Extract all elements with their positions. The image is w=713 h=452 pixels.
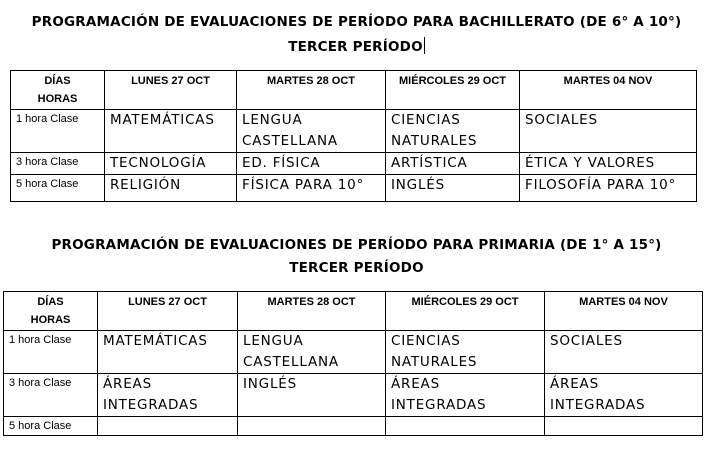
hour-cell: 5 hora Clase [4, 417, 98, 436]
subject-cell: ÉTICA Y VALORES [520, 153, 697, 175]
subject-cell: INGLÉS [238, 374, 386, 417]
hour-cell: 3 hora Clase [4, 374, 98, 417]
table1-subtitle: TERCER PERÍODO [288, 39, 423, 55]
table-row [11, 175, 697, 202]
table-header-row [4, 292, 703, 331]
table-row [4, 331, 703, 374]
subject-cell [238, 417, 386, 436]
subject-cell: RELIGIÓN [105, 175, 237, 202]
subject-cell: MATEMÁTICAS [98, 331, 238, 374]
subject-cell: LENGUA CASTELLANA [238, 331, 386, 374]
table-row [11, 110, 697, 153]
hour-cell: 5 hora Clase [11, 175, 105, 202]
subject-cell: SOCIALES [520, 110, 697, 153]
subject-cell [545, 417, 703, 436]
table2-title: PROGRAMACIÓN DE EVALUACIONES DE PERÍODO PARA PRIMARIA (DE 1° A 15°) [51, 237, 662, 253]
day-header: MARTES 04 NOV [520, 71, 697, 110]
subject-cell: CIENCIAS NATURALES [386, 110, 520, 153]
day-header: MIÉRCOLES 29 OCT [386, 71, 520, 110]
text-cursor [424, 37, 425, 54]
subject-cell: TECNOLOGÍA [105, 153, 237, 175]
table-header-row [11, 71, 697, 110]
subject-cell: ÁREAS INTEGRADAS [545, 374, 703, 417]
subject-cell: ED. FÍSICA [237, 153, 386, 175]
subject-cell: LENGUA CASTELLANA [237, 110, 386, 153]
subject-cell: FÍSICA PARA 10° [237, 175, 386, 202]
table-row [4, 417, 703, 436]
subject-cell: FILOSOFÍA PARA 10° [520, 175, 697, 202]
table-row [4, 374, 703, 417]
day-header: MARTES 04 NOV [545, 292, 703, 331]
table-row [11, 153, 697, 175]
subject-cell: SOCIALES [545, 331, 703, 374]
subject-cell [386, 417, 545, 436]
subject-cell: MATEMÁTICAS [105, 110, 237, 153]
table2-subtitle: TERCER PERÍODO [289, 260, 424, 276]
subject-cell: INGLÉS [386, 175, 520, 202]
table1-title: PROGRAMACIÓN DE EVALUACIONES DE PERÍODO PARA BACHILLERATO (DE 6° A 10°) [31, 14, 682, 30]
dias-horas-header: DÍAS HORAS [11, 71, 105, 110]
hour-cell: 3 hora Clase [11, 153, 105, 175]
subject-cell: ÁREAS INTEGRADAS [98, 374, 238, 417]
table1 [10, 70, 697, 202]
subject-cell: ÁREAS INTEGRADAS [386, 374, 545, 417]
day-header: LUNES 27 OCT [98, 292, 238, 331]
day-header: LUNES 27 OCT [105, 71, 237, 110]
table2 [3, 291, 703, 436]
subject-cell [98, 417, 238, 436]
dias-horas-header: DÍAS HORAS [4, 292, 98, 331]
hour-cell: 1 hora Clase [11, 110, 105, 153]
hour-cell: 1 hora Clase [4, 331, 98, 374]
day-header: MARTES 28 OCT [238, 292, 386, 331]
day-header: MARTES 28 OCT [237, 71, 386, 110]
subject-cell: CIENCIAS NATURALES [386, 331, 545, 374]
subject-cell: ARTÍSTICA [386, 153, 520, 175]
day-header: MIÉRCOLES 29 OCT [386, 292, 545, 331]
